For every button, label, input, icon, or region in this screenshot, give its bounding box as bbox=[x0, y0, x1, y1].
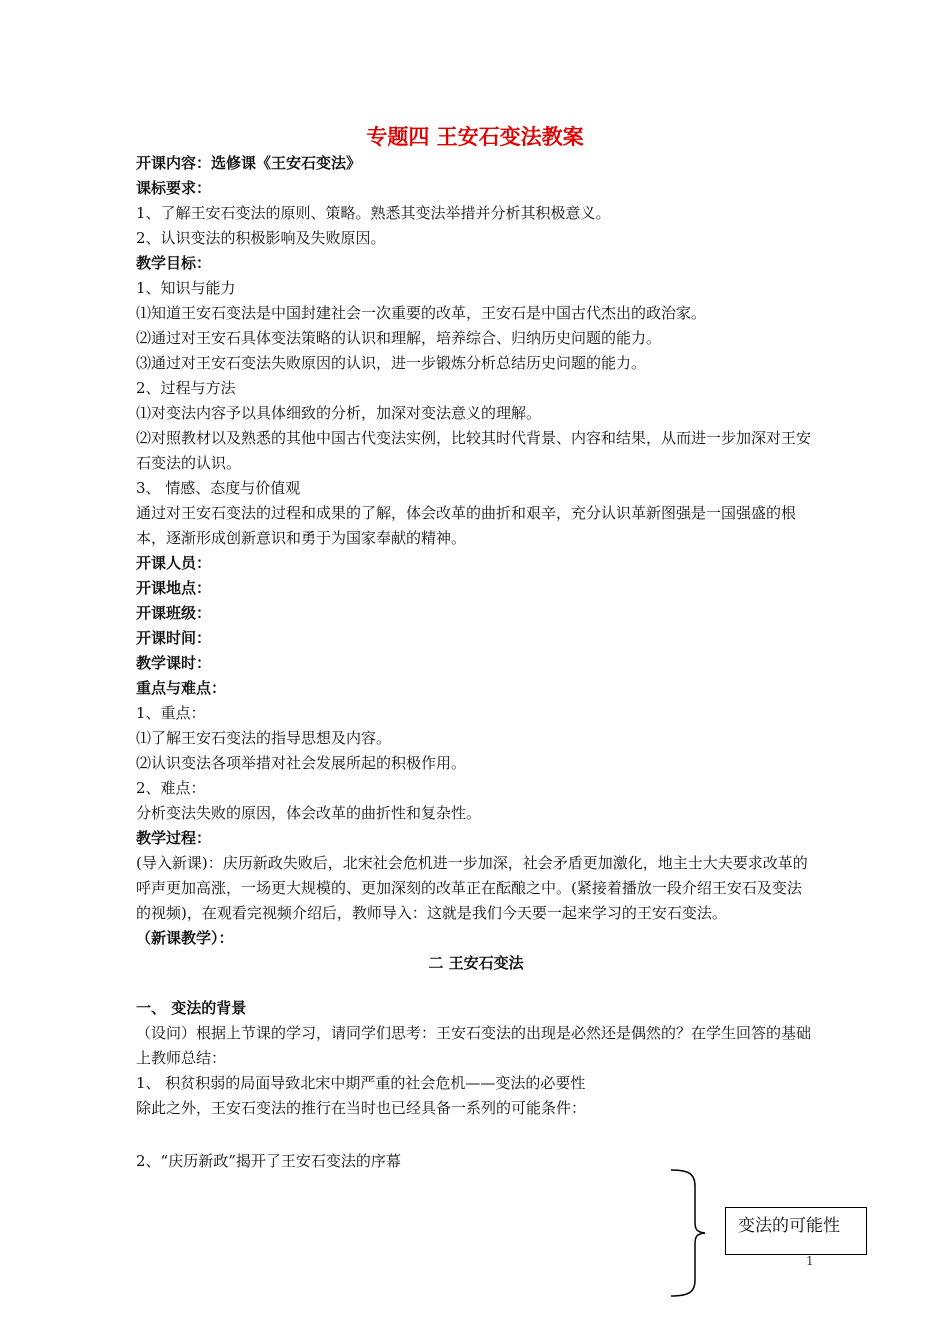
key-point-2a: 分析变法失败的原因，体会改革的曲折性和复杂性。 bbox=[136, 804, 482, 822]
class-label: 开课班级： bbox=[136, 604, 212, 622]
subsection-background: 一、 变法的背景 bbox=[136, 999, 247, 1017]
document-body bbox=[136, 151, 816, 1174]
page-number: 1 bbox=[806, 1254, 814, 1268]
goal-1a: ⑴知道王安石变法是中国封建社会一次重要的改革，王安石是中国古代杰出的政治家。 bbox=[136, 304, 707, 322]
goal-3-heading: 3、 情感、态度与价值观 bbox=[136, 479, 301, 497]
curly-brace bbox=[667, 1168, 707, 1298]
goal-1b: ⑵通过对王安石具体变法策略的认识和理解，培养综合、归纳历史问题的能力。 bbox=[136, 329, 662, 347]
standard-item-1: 1、了解王安石变法的原则、策略。熟悉其变法举措并分析其积极意义。 bbox=[136, 204, 611, 222]
goal-2a: ⑴对变法内容予以具体细致的分析，加深对变法意义的理解。 bbox=[136, 404, 542, 422]
new-lesson-label: （新课教学）： bbox=[136, 929, 234, 947]
staff-label: 开课人员： bbox=[136, 554, 212, 572]
standard-item-2: 2、认识变法的积极影响及失败原因。 bbox=[136, 229, 386, 247]
document-title: 专题四 王安石变法教案 bbox=[366, 125, 584, 149]
section-title: 二 王安石变法 bbox=[428, 954, 524, 972]
key-point-2-heading: 2、难点： bbox=[136, 779, 206, 797]
question-paragraph: （设问）根据上节课的学习，请同学们思考：王安石变法的出现是必然还是偶然的？在学生回答的基础上教师总结： bbox=[136, 1024, 812, 1067]
point-3: 2、“庆历新政”揭开了王安石变法的序幕 bbox=[136, 1152, 401, 1170]
goals-heading: 教学目标： bbox=[136, 254, 212, 272]
intro-paragraph: (导入新课)：庆历新政失败后，北宋社会危机进一步加深，社会矛盾更加激化，地主士大夫要求改革的呼声更加高涨，一场更大规模的、更加深刻的改革正在酝酿之中。(紧接着播放一段介绍王安石及变法的视频)，在观看完视频介绍后，教师导入：这就是我们今天要一起来学习的王安石变法。 bbox=[136, 854, 808, 922]
goal-3a: 通过对王安石变法的过程和成果的了解，体会改革的曲折和艰辛，充分认识革新图强是一国强盛的根本，逐渐形成创新意识和勇于为国家奉献的精神。 bbox=[136, 504, 797, 547]
goal-1-heading: 1、知识与能力 bbox=[136, 279, 236, 297]
course-content-line: 开课内容：选修课《王安石变法》 bbox=[136, 154, 362, 172]
goal-1c: ⑶通过对王安石变法失败原因的认识，进一步锻炼分析总结历史问题的能力。 bbox=[136, 354, 647, 372]
key-points-heading: 重点与难点： bbox=[136, 679, 227, 697]
process-heading: 教学过程： bbox=[136, 829, 212, 847]
time-label: 开课时间： bbox=[136, 629, 212, 647]
possibility-box: 变法的可能性 bbox=[725, 1207, 867, 1255]
key-point-1b: ⑵认识变法各项举措对社会发展所起的积极作用。 bbox=[136, 754, 467, 772]
point-1: 1、 积贫积弱的局面导致北宋中期严重的社会危机——变法的必要性 bbox=[136, 1074, 586, 1092]
standard-heading: 课标要求： bbox=[136, 179, 212, 197]
goal-2b: ⑵对照教材以及熟悉的其他中国古代变法实例，比较其时代背景、内容和结果，从而进一步加深对王安石变法的认识。 bbox=[136, 429, 812, 472]
goal-2-heading: 2、过程与方法 bbox=[136, 379, 236, 397]
place-label: 开课地点： bbox=[136, 579, 212, 597]
hours-label: 教学课时： bbox=[136, 654, 212, 672]
key-point-1-heading: 1、重点： bbox=[136, 704, 206, 722]
point-2-intro: 除此之外，王安石变法的推行在当时也已经具备一系列的可能条件： bbox=[136, 1099, 587, 1117]
key-point-1a: ⑴了解王安石变法的指导思想及内容。 bbox=[136, 729, 392, 747]
